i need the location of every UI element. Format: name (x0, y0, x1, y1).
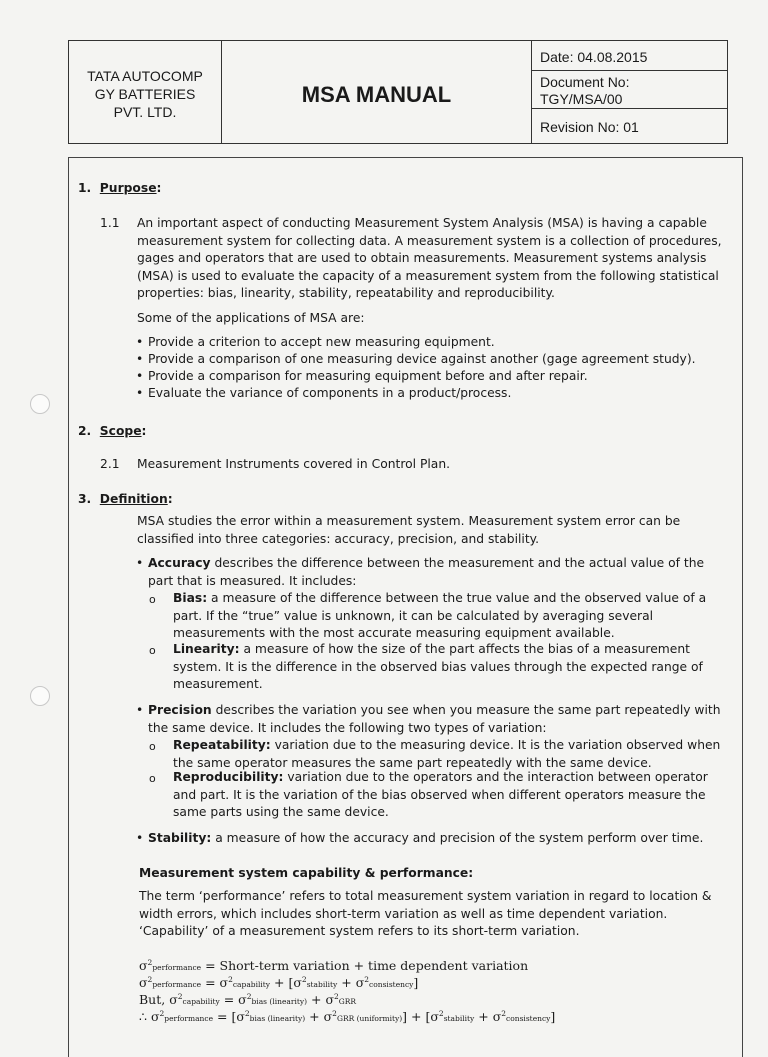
sigma: σ (150, 1009, 160, 1024)
sigma: σ (492, 1009, 502, 1024)
linearity-item (173, 641, 738, 694)
document-date: Date: 04.08.2015 (532, 41, 727, 71)
subscript: GRR (338, 997, 357, 1006)
exponent: 2 (364, 974, 370, 984)
equation-text: But, (139, 992, 170, 1007)
company-line: PVT. LTD. (113, 104, 177, 120)
text-line: (MSA) is used to evaluate the capacity of a measurement system from the following statistical (137, 268, 719, 283)
bias-item (173, 590, 738, 643)
exponent: 2 (147, 974, 153, 984)
text-line: a measure of how the accuracy and precision of the system perform over time. (211, 831, 704, 845)
term: Repeatability: (173, 738, 271, 752)
subscript: bias (linearity) (249, 1014, 306, 1023)
definition-intro (137, 513, 680, 548)
accuracy-item (148, 555, 738, 590)
text-line: describes the variation you see when you measure the same part repeatedly with (211, 703, 721, 717)
subscript: performance (152, 963, 202, 972)
stability-item (148, 830, 740, 848)
equation-4: ∴ $\sigma^2performance$ = [$\sigma^2bias$ (linearity) + $\sigma^2GRR$ (uniformity)] + [$\sigma^2stability$ + $\sigma^2consistency$] (139, 1008, 556, 1024)
punch-hole-top (30, 394, 50, 414)
revision-number: Revision No: 01 (540, 119, 639, 135)
text-line: measurement. (173, 677, 263, 691)
exponent: 2 (246, 991, 252, 1001)
term: Stability: (148, 831, 212, 845)
text-line: ‘Capability’ of a measurement system refers to its short-term variation. (139, 924, 580, 938)
capability-heading: Measurement system capability & performance: (139, 866, 474, 880)
text-line: gages and operators that are used to obtain measurements. Measurement systems analysis (137, 251, 707, 265)
exponent: 2 (244, 1008, 250, 1018)
sigma: σ (238, 992, 247, 1007)
subscript: consistency (506, 1014, 551, 1023)
sigma: σ (325, 992, 334, 1007)
text-line: MSA studies the error within a measurement system. Measurement system error can be (137, 514, 681, 528)
text-line: part. If the “true” value is unknown, it can be calculated by averaging several (173, 608, 654, 623)
text-line: the same operator measures the same part repeatedly with the same device. (173, 755, 652, 770)
text-line: the same device. It includes the following two types of variation: (148, 720, 547, 735)
text-line: describes the difference between the measurement and the actual value of the (210, 556, 705, 570)
text-line: classified into three categories: accuracy, precision, and stability. (137, 531, 540, 546)
text-line: a measure of how the size of the part affects the bias of a measurement (239, 642, 690, 656)
exponent: 2 (177, 991, 183, 1001)
equation-1 (139, 958, 528, 976)
therefore-symbol: ∴ (139, 1009, 147, 1024)
subsection-number: 1.1 (100, 216, 120, 230)
precision-item (148, 702, 740, 737)
exponent: 2 (301, 974, 307, 984)
sigma: σ (430, 1009, 439, 1024)
section-heading-purpose: 1. Purpose: (78, 181, 162, 195)
subsection-number: 2.1 (100, 457, 120, 471)
sigma: σ (236, 1009, 245, 1024)
list-item: • Provide a comparison of one measuring device against another (gage agreement study). (148, 351, 696, 369)
subscript: stability (306, 980, 338, 989)
exponent: 2 (147, 957, 153, 967)
text-line: measurement system for collecting data. A measurement system is a collection of procedures, (137, 233, 722, 248)
text-line: The term ‘performance’ refers to total measurement system variation in regard to location & (139, 889, 712, 903)
term: Bias: (173, 591, 208, 605)
equation-3: But, $\sigma^2capability$ = $\sigma^2bias$ (linearity) + $\sigma^2GRR$ (139, 991, 357, 1007)
sigma: σ (293, 975, 302, 990)
sigma: σ (219, 975, 229, 990)
subscript: performance (152, 980, 202, 989)
document-number-label: Document No: (540, 74, 630, 90)
capability-paragraph (139, 888, 739, 941)
document-number-cell (532, 71, 727, 109)
text-line: a measure of the difference between the true value and the observed value of a (207, 591, 707, 605)
exponent: 2 (334, 991, 339, 1001)
punch-hole-bottom (30, 686, 50, 706)
subscript: GRR (uniformity) (336, 1014, 403, 1023)
text-line: and part. It is the variation of the bias observed when different operators measure the (173, 787, 706, 802)
company-name (69, 41, 222, 143)
section-number: 3. (78, 492, 92, 506)
section-number: 1. (78, 181, 92, 195)
subscript: stability (443, 1014, 475, 1023)
equation-2: $\sigma^2performance$ = $\sigma^2capability$ + [$\sigma^2stability$ + $\sigma^2consistency$] (139, 974, 419, 990)
term: Linearity: (173, 642, 240, 656)
text-line: part that is measured. It includes: (148, 573, 357, 588)
text-line: same parts using the same device. (173, 805, 389, 819)
subscript: capability (232, 980, 271, 989)
exponent: 2 (159, 1008, 165, 1018)
section-heading-definition: 3. Definition: (78, 492, 173, 506)
term: Reproducibility: (173, 770, 284, 784)
list-item: • Provide a comparison for measuring equipment before and after repair. (148, 368, 588, 386)
section-title: Definition (99, 492, 168, 506)
text-line: An important aspect of conducting Measurement System Analysis (MSA) is having a capable (137, 216, 707, 230)
reproducibility-item (173, 769, 740, 822)
subscript: performance (164, 1014, 214, 1023)
scope-text: Measurement Instruments covered in Control Plan. (137, 457, 451, 471)
company-line: TATA AUTOCOMP (87, 68, 203, 84)
text-line: system. It is the difference in the observed bias values through the expected range of (173, 659, 703, 674)
applications-intro: Some of the applications of MSA are: (137, 311, 365, 325)
equation-text: = Short-term variation + time dependent variation (201, 958, 529, 973)
list-item: • Provide a criterion to accept new measuring equipment. (148, 334, 495, 352)
sigma: σ (355, 975, 365, 990)
document-title: MSA MANUAL (222, 41, 532, 143)
section-title: Scope (99, 424, 142, 438)
list-item: • Evaluate the variance of components in a product/process. (148, 385, 511, 403)
subscript: consistency (369, 980, 414, 989)
exponent: 2 (332, 1008, 337, 1018)
exponent: 2 (228, 974, 233, 984)
section-title: Purpose (99, 181, 157, 195)
sigma: σ (139, 975, 148, 990)
sigma: σ (139, 958, 148, 973)
section-heading-scope: 2. Scope: (78, 424, 147, 438)
exponent: 2 (438, 1008, 444, 1018)
document-header (68, 40, 728, 144)
repeatability-item (173, 737, 740, 772)
sigma: σ (323, 1009, 333, 1024)
text-line: measurements with the most accurate measuring equipment available. (173, 626, 615, 640)
subscript: capability (182, 997, 220, 1006)
term: Accuracy (148, 556, 211, 570)
company-line: GY BATTERIES (94, 86, 196, 102)
exponent: 2 (501, 1008, 507, 1018)
document-number: TGY/MSA/00 (540, 91, 623, 107)
text-line: variation due to the measuring device. It is the variation observed when (270, 738, 721, 752)
text-line: properties: bias, linearity, stability, repeatability and reproducibility. (137, 286, 555, 300)
text-line: variation due to the operators and the interaction between operator (283, 770, 708, 784)
section-number: 2. (78, 424, 92, 438)
subscript: bias (linearity) (251, 997, 308, 1006)
term: Precision (148, 703, 212, 717)
sigma: σ (169, 992, 178, 1007)
text-line: width errors, which includes short-term variation as well as time dependent variation. (139, 906, 668, 921)
purpose-paragraph (137, 215, 737, 303)
